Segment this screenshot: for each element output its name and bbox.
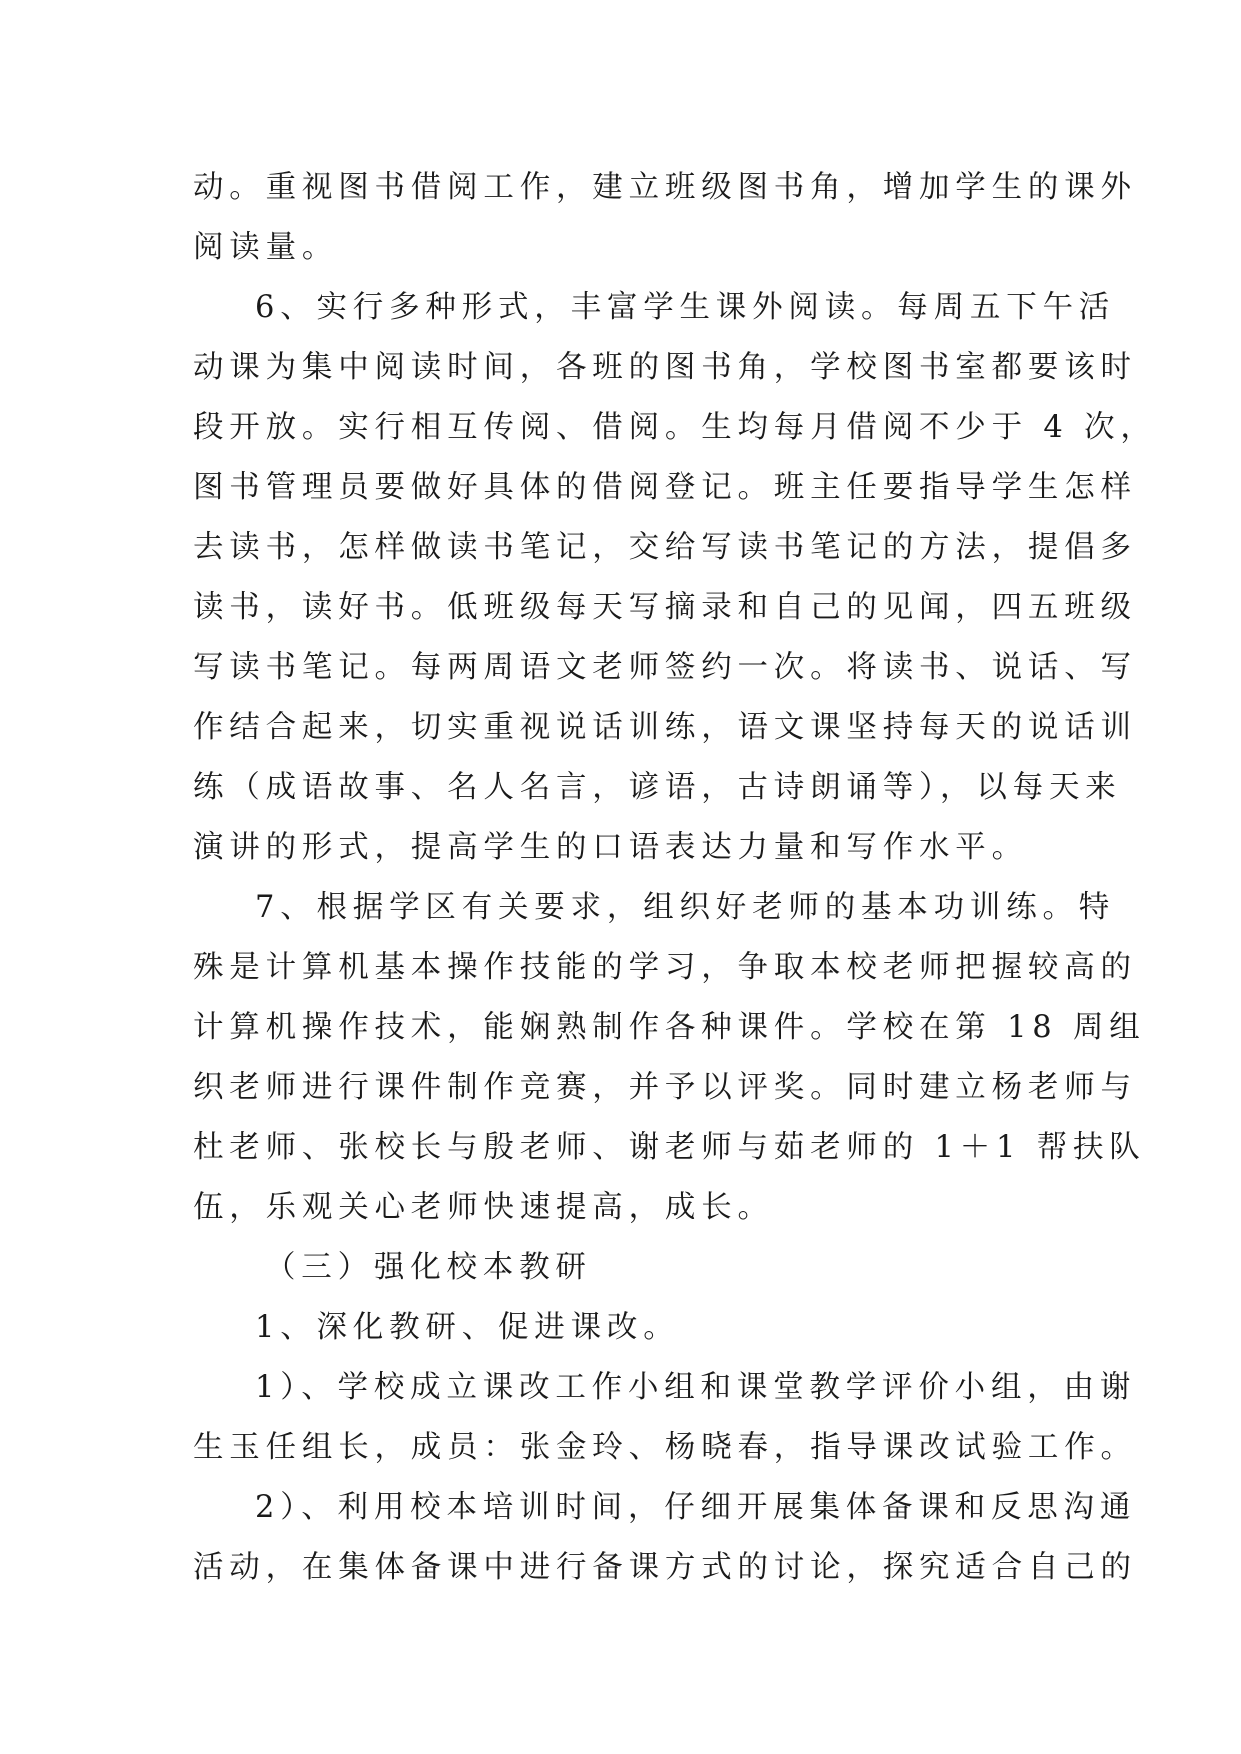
text-line: 去读书，怎样做读书笔记，交给写读书笔记的方法，提倡多 bbox=[193, 530, 1137, 565]
text-line: 计算机操作技术，能娴熟制作各种课件。学校在第 18 周组 bbox=[193, 1010, 1146, 1045]
paragraph-start-line: 6、实行多种形式，丰富学生课外阅读。每周五下午活 bbox=[255, 290, 1116, 325]
text-line: 写读书笔记。每两周语文老师签约一次。将读书、说话、写 bbox=[193, 650, 1137, 685]
text-line: 阅读量。 bbox=[193, 230, 339, 265]
text-line: 动课为集中阅读时间，各班的图书角，学校图书室都要该时 bbox=[193, 350, 1137, 385]
text-line: 练（成语故事、名人名言，谚语，古诗朗诵等），以每天来 bbox=[193, 770, 1122, 805]
text-line: 读书，读好书。低班级每天写摘录和自己的见闻，四五班级 bbox=[193, 590, 1137, 625]
text-line: 活动，在集体备课中进行备课方式的讨论，探究适合自己的 bbox=[193, 1550, 1137, 1585]
text-line: 动。重视图书借阅工作，建立班级图书角，增加学生的课外 bbox=[193, 170, 1137, 205]
text-line: 生玉任组长，成员：张金玲、杨晓春，指导课改试验工作。 bbox=[193, 1430, 1137, 1465]
paragraph-start-line: 2）、利用校本培训时间，仔细开展集体备课和反思沟通 bbox=[255, 1490, 1137, 1525]
text-line: 图书管理员要做好具体的借阅登记。班主任要指导学生怎样 bbox=[193, 470, 1137, 505]
section-heading: （三）强化校本教研 bbox=[265, 1250, 592, 1285]
text-line: 作结合起来，切实重视说话训练，语文课坚持每天的说话训 bbox=[193, 710, 1137, 745]
text-line: 演讲的形式，提高学生的口语表达力量和写作水平。 bbox=[193, 830, 1028, 865]
paragraph-start-line: 1）、学校成立课改工作小组和课堂教学评价小组，由谢 bbox=[255, 1370, 1137, 1405]
document-body bbox=[193, 158, 1157, 1598]
text-line: 段开放。实行相互传阅、借阅。生均每月借阅不少于 4 次， bbox=[193, 410, 1157, 445]
text-line: 织老师进行课件制作竞赛，并予以评奖。同时建立杨老师与 bbox=[193, 1070, 1137, 1105]
paragraph-start-line: 7、根据学区有关要求，组织好老师的基本功训练。特 bbox=[255, 890, 1116, 925]
text-line: 杜老师、张校长与殷老师、谢老师与茹老师的 1＋1 帮扶队 bbox=[193, 1130, 1146, 1165]
text-line: 伍，乐观关心老师快速提高，成长。 bbox=[193, 1190, 774, 1225]
text-line: 殊是计算机基本操作技能的学习，争取本校老师把握较高的 bbox=[193, 950, 1137, 985]
subheading-line: 1、深化教研、促进课改。 bbox=[255, 1310, 680, 1345]
